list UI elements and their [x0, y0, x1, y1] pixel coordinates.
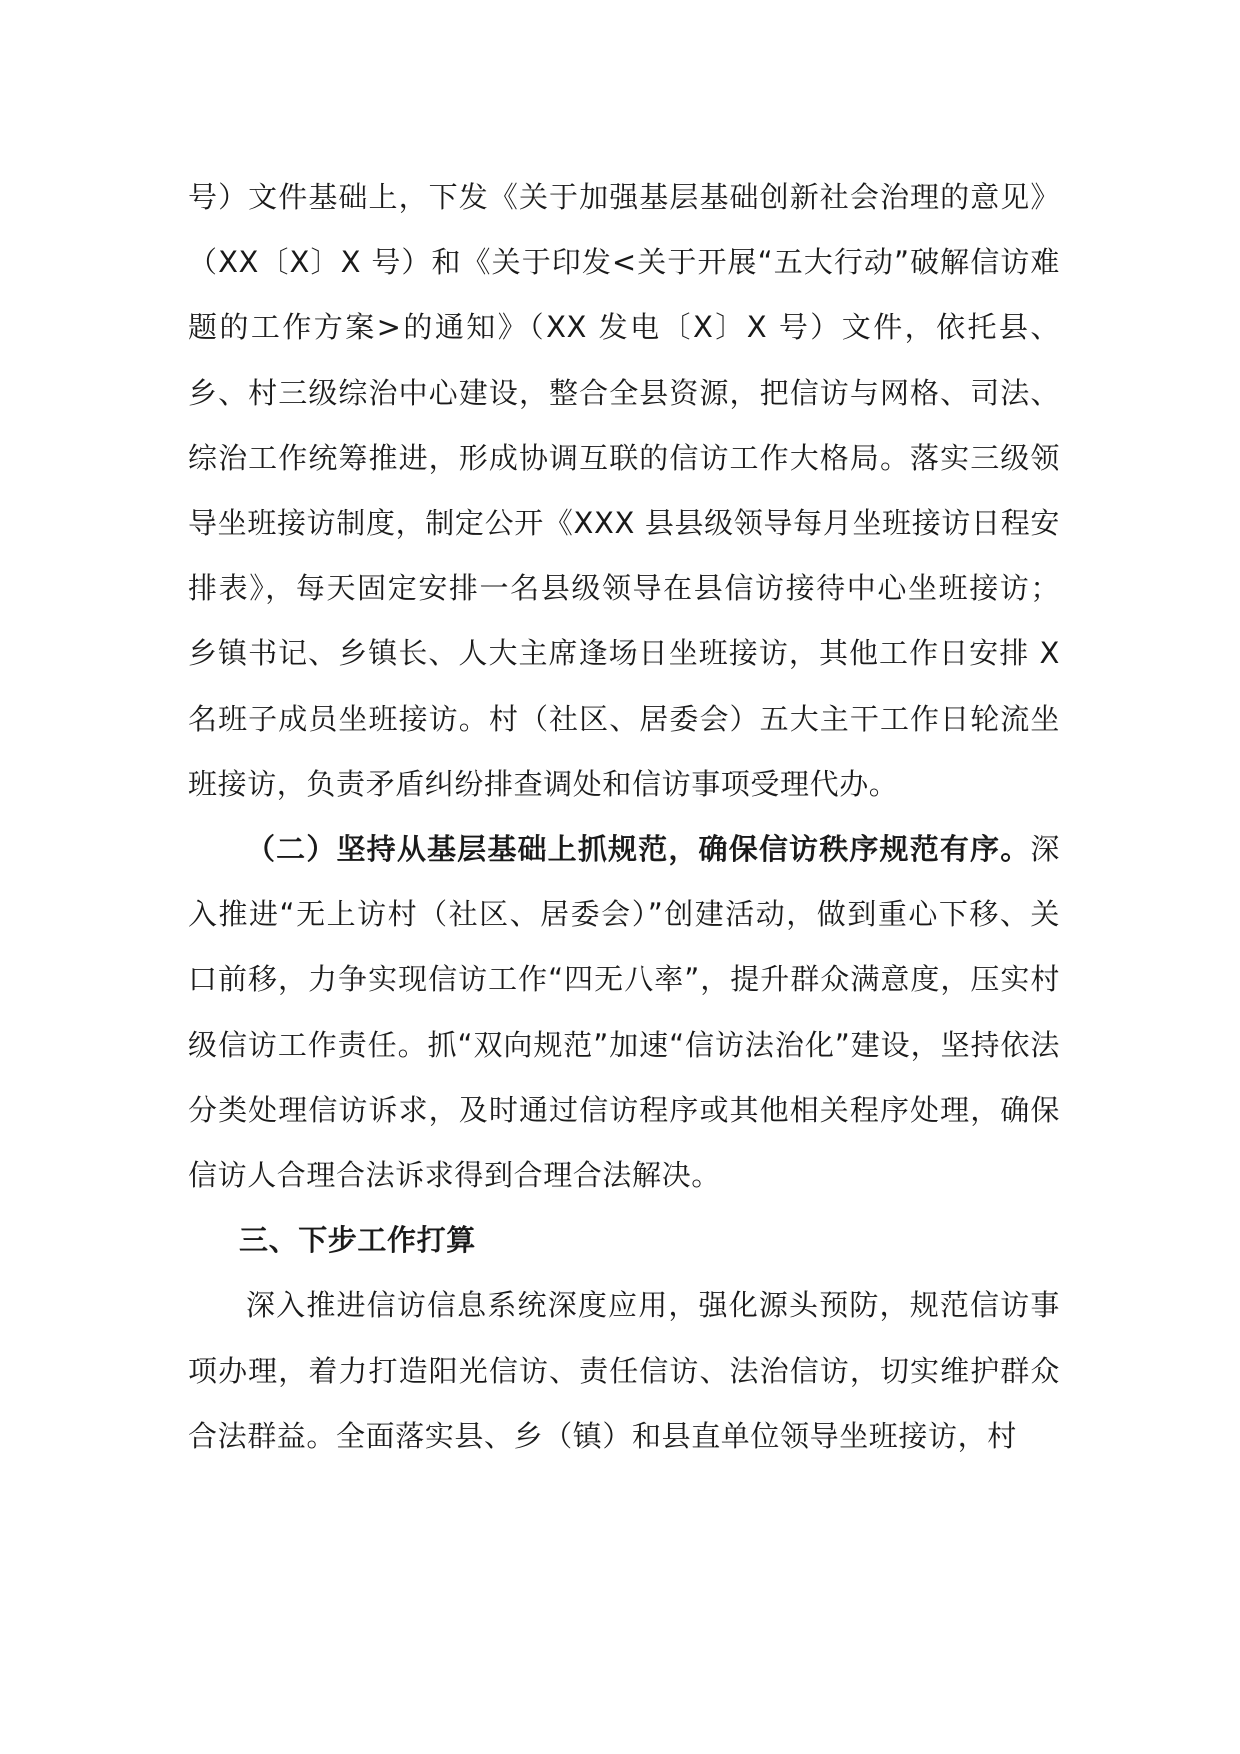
paragraph-3: 深入推进信访信息系统深度应用，强化源头预防，规范信访事项办理，着力打造阳光信访、责任信访、法治信访，切实维护群众合法群益。全面落实县、乡（镇）和县直单位领导坐班接访，村 — [188, 1288, 1060, 1453]
section-heading-3: 三、下步工作打算 — [239, 1223, 476, 1258]
subheading-2: （二）坚持从基层基础上抓规范，确保信访秩序规范有序。 — [246, 832, 1031, 867]
paragraph-1: 号）文件基础上，下发《关于加强基层基础创新社会治理的意见》（XX〔X〕X 号）和《关于印发<关于开展“五大行动”破解信访难题的工作方案>的通知》（XX 发电〔X〕X 号）文件，依托县、乡、村三级综治中心建设，整合全县资源，把信访与网格、司法、综治工作统筹推进，形成协调互联的信访工作大格局。落实三级领导坐班接访制度，制定公开《XXX 县县级领导每月坐班接访日程安排表》，每天固定安排一名县级领导在县信访接待中心坐班接访；乡镇书记、乡镇长、人大主席逢场日坐班接访，其他工作日安排 X 名班子成员坐班接访。村（社区、居委会）五大主干工作日轮流坐班接访，负责矛盾纠纷排查调处和信访事项受理代办。 — [188, 180, 1060, 801]
paragraph-2 — [188, 817, 1060, 1208]
paragraph-2-body: 深入推进“无上访村（社区、居委会）”创建活动，做到重心下移、关口前移，力争实现信访工作“四无八率”，提升群众满意度，压实村级信访工作责任。抓“双向规范”加速“信访法治化”建设，坚持依法分类处理信访诉求，及时通过信访程序或其他相关程序处理，确保信访人合理合法诉求得到合理合法解决。 — [188, 832, 1060, 1193]
document-page — [188, 165, 1060, 1469]
